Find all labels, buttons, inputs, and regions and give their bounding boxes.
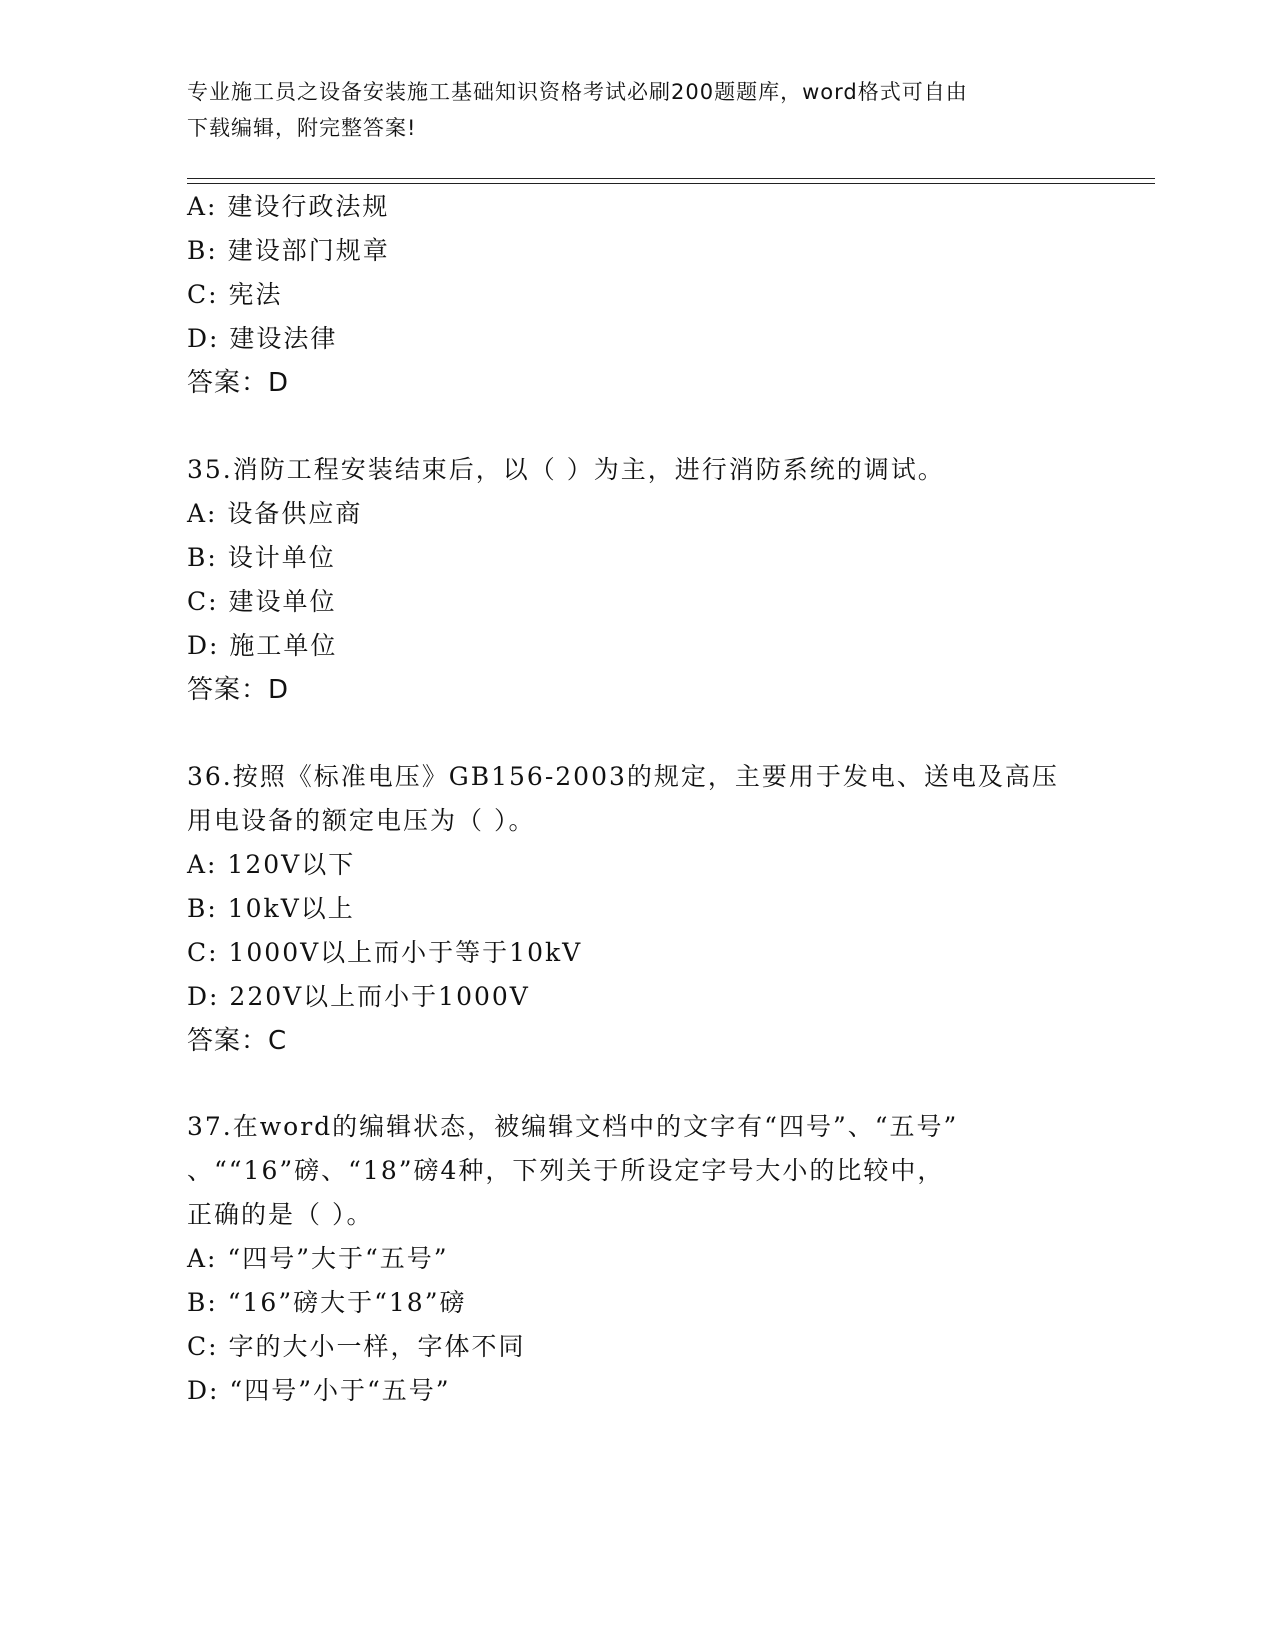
q35-question: 35.消防工程安装结束后，以（ ）为主，进行消防系统的调试。 <box>187 455 945 484</box>
q35-option-a: A: 设备供应商 <box>187 499 363 528</box>
q34-option-a: A: 建设行政法规 <box>187 192 390 221</box>
q37-option-d: D: “四号”小于“五号” <box>187 1376 451 1405</box>
q37-option-a: A: “四号”大于“五号” <box>187 1244 449 1273</box>
q34-answer: 答案：D <box>187 368 290 398</box>
q37-question-line-3: 正确的是（ ）。 <box>187 1200 374 1229</box>
q36-option-c: C: 1000V以上而小于等于10kV <box>187 938 583 967</box>
q34-option-d: D: 建设法律 <box>187 324 338 353</box>
q37-option-b: B: “16”磅大于“18”磅 <box>187 1288 467 1317</box>
header-divider-top <box>187 178 1155 179</box>
q36-option-d: D: 220V以上而小于1000V <box>187 982 530 1011</box>
q35-answer: 答案：D <box>187 675 290 705</box>
header-line-1: 专业施工员之设备安装施工基础知识资格考试必刷200题题库，word格式可自由 <box>187 80 968 104</box>
q37-question-line-2: 、““16”磅、“18”磅4种，下列关于所设定字号大小的比较中， <box>187 1156 945 1185</box>
q36-question-line-1: 36.按照《标准电压》GB156-2003的规定，主要用于发电、送电及高压 <box>187 762 1059 791</box>
q37-question-line-1: 37.在word的编辑状态，被编辑文档中的文字有“四号”、“五号” <box>187 1112 959 1141</box>
q37-option-c: C: 字的大小一样，字体不同 <box>187 1332 526 1361</box>
q36-option-a: A: 120V以下 <box>187 850 356 879</box>
q35-option-b: B: 设计单位 <box>187 543 336 572</box>
q34-option-c: C: 宪法 <box>187 280 283 309</box>
q36-answer: 答案：C <box>187 1026 288 1056</box>
header-divider-bottom <box>187 183 1155 184</box>
q34-option-b: B: 建设部门规章 <box>187 236 390 265</box>
q35-option-c: C: 建设单位 <box>187 587 337 616</box>
q36-option-b: B: 10kV以上 <box>187 894 355 923</box>
q35-option-d: D: 施工单位 <box>187 631 338 660</box>
header-line-2: 下载编辑，附完整答案! <box>187 116 417 140</box>
q36-question-line-2: 用电设备的额定电压为（ ）。 <box>187 806 536 835</box>
document-header <box>187 74 1087 146</box>
